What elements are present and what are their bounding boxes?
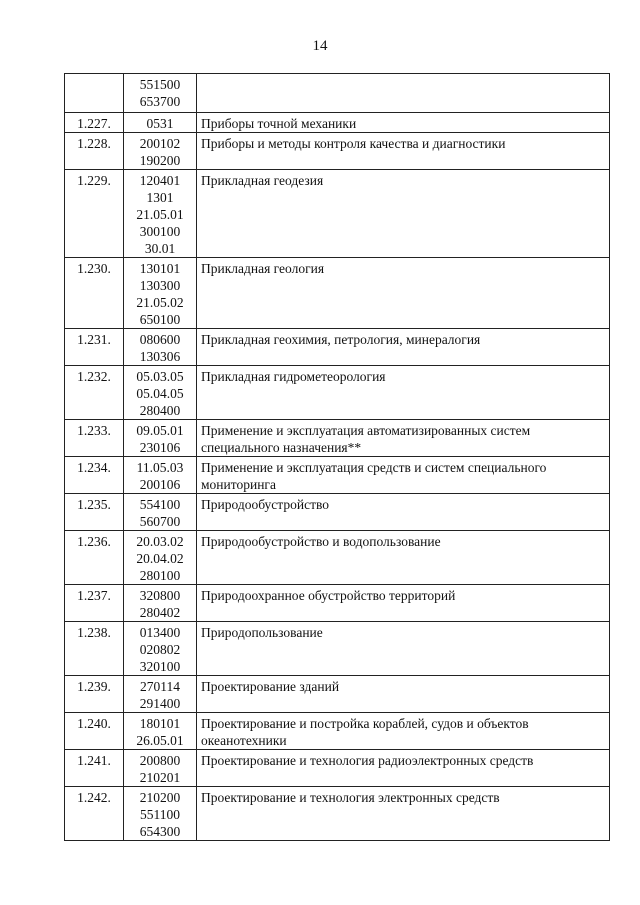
table-row [65, 258, 610, 329]
specialty-code: 190200 [139, 153, 181, 168]
specialty-code: 21.05.02 [136, 295, 184, 310]
specialty-code: 230106 [139, 440, 181, 455]
specialty-code: 130306 [139, 349, 181, 364]
specialty-code: 05.04.05 [136, 386, 184, 401]
specialty-name: Проектирование и технология электронных средств [197, 787, 610, 841]
table-row [65, 113, 610, 133]
table-row [65, 494, 610, 531]
table-row [65, 133, 610, 170]
specialty-code: 120401 [139, 173, 181, 188]
specialty-code: 210201 [139, 770, 181, 785]
table-row [65, 170, 610, 258]
row-number: 1.240. [65, 713, 124, 750]
specialty-codes [124, 750, 197, 787]
specialty-name [197, 74, 610, 113]
specialty-code: 30.01 [144, 241, 176, 256]
specialty-name: Приборы точной механики [197, 113, 610, 133]
specialty-code: 09.05.01 [136, 423, 184, 438]
specialty-name: Проектирование и технология радиоэлектронных средств [197, 750, 610, 787]
row-number: 1.233. [65, 420, 124, 457]
specialty-name: Природообустройство и водопользование [197, 531, 610, 585]
specialty-codes [124, 74, 197, 113]
specialty-code: 300100 [139, 224, 181, 239]
row-number [65, 74, 124, 113]
table-row [65, 329, 610, 366]
row-number: 1.229. [65, 170, 124, 258]
specialty-name: Прикладная геология [197, 258, 610, 329]
specialty-name: Проектирование зданий [197, 676, 610, 713]
specialty-name: Приборы и методы контроля качества и диагностики [197, 133, 610, 170]
row-number: 1.231. [65, 329, 124, 366]
specialty-code: 200102 [139, 136, 181, 151]
table-row [65, 622, 610, 676]
specialty-name: Применение и эксплуатация автоматизированных систем специального назначения** [197, 420, 610, 457]
specialty-code: 280400 [139, 403, 181, 418]
specialty-codes [124, 170, 197, 258]
specialty-name: Природоохранное обустройство территорий [197, 585, 610, 622]
specialty-codes [124, 585, 197, 622]
specialty-code: 21.05.01 [136, 207, 184, 222]
specialty-code: 280100 [139, 568, 181, 583]
specialty-codes [124, 420, 197, 457]
specialty-code: 551100 [140, 807, 180, 822]
specialty-name: Прикладная гидрометеорология [197, 366, 610, 420]
specialty-name: Применение и эксплуатация средств и систем специального мониторинга [197, 457, 610, 494]
specialty-code: 05.03.05 [136, 369, 184, 384]
specialty-code: 11.05.03 [136, 460, 184, 475]
specialty-code: 653700 [139, 94, 181, 109]
specialty-codes [124, 676, 197, 713]
specialty-code: 320800 [139, 588, 181, 603]
specialty-name: Природопользование [197, 622, 610, 676]
specialty-name: Проектирование и постройка кораблей, судов и объектов океанотехники [197, 713, 610, 750]
specialty-codes [124, 113, 197, 133]
specialty-codes [124, 713, 197, 750]
specialty-code: 200106 [139, 477, 181, 492]
specialty-code: 560700 [139, 514, 181, 529]
specialty-codes [124, 457, 197, 494]
specialty-code: 270114 [140, 679, 180, 694]
row-number: 1.237. [65, 585, 124, 622]
table-row [65, 457, 610, 494]
table-row [65, 787, 610, 841]
specialty-codes [124, 329, 197, 366]
specialties-table [64, 73, 610, 841]
table-row [65, 531, 610, 585]
specialty-code: 130101 [139, 261, 181, 276]
page-number: 14 [312, 38, 328, 54]
table-row [65, 676, 610, 713]
specialty-code: 554100 [139, 497, 181, 512]
row-number: 1.241. [65, 750, 124, 787]
specialty-codes [124, 494, 197, 531]
specialty-code: 291400 [139, 696, 181, 711]
specialty-codes [124, 787, 197, 841]
table-row [65, 74, 610, 113]
specialty-code: 650100 [139, 312, 181, 327]
row-number: 1.230. [65, 258, 124, 329]
specialty-codes [124, 133, 197, 170]
row-number: 1.235. [65, 494, 124, 531]
specialty-code: 551500 [139, 77, 181, 92]
specialty-code: 180101 [139, 716, 181, 731]
specialty-code: 200800 [139, 753, 181, 768]
specialty-code: 20.04.02 [136, 551, 184, 566]
row-number: 1.242. [65, 787, 124, 841]
specialty-codes [124, 531, 197, 585]
specialty-name: Природообустройство [197, 494, 610, 531]
row-number: 1.227. [65, 113, 124, 133]
specialty-name: Прикладная геодезия [197, 170, 610, 258]
row-number: 1.228. [65, 133, 124, 170]
table-row [65, 585, 610, 622]
table-row [65, 420, 610, 457]
specialty-codes [124, 258, 197, 329]
table-body [65, 74, 610, 841]
specialty-code: 013400 [139, 625, 181, 640]
specialty-code: 280402 [139, 605, 181, 620]
specialty-code: 130300 [139, 278, 181, 293]
specialty-name: Прикладная геохимия, петрология, минералогия [197, 329, 610, 366]
row-number: 1.236. [65, 531, 124, 585]
specialty-code: 20.03.02 [136, 534, 184, 549]
specialty-code: 320100 [139, 659, 181, 674]
specialty-code: 0531 [146, 116, 174, 131]
specialty-code: 1301 [146, 190, 174, 205]
specialty-codes [124, 622, 197, 676]
table-row [65, 366, 610, 420]
row-number: 1.232. [65, 366, 124, 420]
row-number: 1.234. [65, 457, 124, 494]
specialty-codes [124, 366, 197, 420]
specialty-code: 654300 [139, 824, 181, 839]
specialty-code: 020802 [139, 642, 181, 657]
specialty-code: 26.05.01 [136, 733, 184, 748]
table-row [65, 750, 610, 787]
row-number: 1.239. [65, 676, 124, 713]
row-number: 1.238. [65, 622, 124, 676]
table-row [65, 713, 610, 750]
specialty-code: 080600 [139, 332, 181, 347]
specialty-code: 210200 [139, 790, 181, 805]
